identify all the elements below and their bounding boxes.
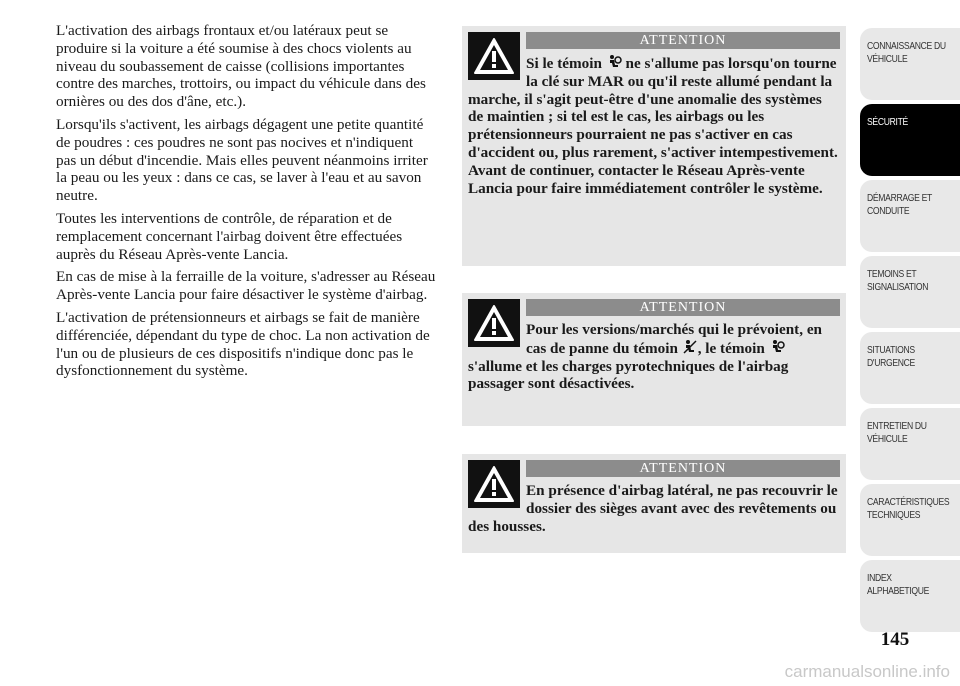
tab-label: ALPHABETIQUE bbox=[867, 585, 930, 597]
tab-label: VÉHICULE bbox=[867, 53, 908, 65]
warning-text: ne s'allume pas lorsqu'on tourne la clé sur MAR ou qu'il reste allumé pendant la marche, il s'agit peut-être d'une anomalie des systèmes de maintien ; si tel est le cas, les airbags ou les prétensionneurs pourraient ne pas s'activer en cas d'accident ou, plus rarement, s'activer intempestivement. Avant de continuer, contacter le Réseau Après-vente Lancia pour faire immédiatement contrôler le système. bbox=[468, 55, 838, 197]
warning-box bbox=[462, 454, 846, 553]
tab-connaissance-du-vehicule[interactable] bbox=[860, 28, 960, 100]
tab-label: SITUATIONS bbox=[867, 344, 915, 356]
tab-label: TEMOINS ET bbox=[867, 268, 917, 280]
warning-text: , le témoin bbox=[697, 339, 769, 357]
tab-label: CONDUITE bbox=[867, 205, 910, 217]
tab-situations-durgence[interactable] bbox=[860, 332, 960, 404]
tab-securite[interactable] bbox=[860, 104, 960, 176]
tab-label: D'URGENCE bbox=[867, 357, 915, 369]
tab-label: CARACTÉRISTIQUES bbox=[867, 496, 950, 508]
body-paragraph: L'activation des airbags frontaux et/ou latéraux peut se produire si la voiture a été soumise à des chocs violents au niveau du soubassement de caisse (collisions importantes contre des marches, trottoirs, ou impact du véhicule dans des ornières ou des dos d'âne, etc.). bbox=[56, 22, 426, 111]
warning-title: ATTENTION bbox=[526, 299, 840, 316]
tab-label: INDEX bbox=[867, 572, 892, 584]
body-paragraph: Toutes les interventions de contrôle, de réparation et de remplacement concernant l'airbag doivent être effectuées auprès du Réseau Après-vente Lancia. bbox=[56, 209, 403, 263]
tab-label: ENTRETIEN DU bbox=[867, 420, 927, 432]
body-paragraph: En cas de mise à la ferraille de la voiture, s'adresser au Réseau Après-vente Lancia pour faire désactiver le système d'airbag. bbox=[56, 268, 436, 304]
airbag-indicator-icon bbox=[769, 339, 785, 355]
warning-title: ATTENTION bbox=[526, 460, 840, 477]
warning-title: ATTENTION bbox=[526, 32, 840, 49]
tab-entretien-du-vehicule[interactable] bbox=[860, 408, 960, 480]
tab-index-alphabetique[interactable] bbox=[860, 560, 960, 632]
warning-text: Si le témoin bbox=[526, 55, 606, 72]
tab-label: TECHNIQUES bbox=[867, 509, 921, 521]
chapter-tabs bbox=[860, 28, 960, 636]
warning-triangle-icon bbox=[468, 460, 520, 508]
body-text-column bbox=[56, 22, 436, 385]
tab-label: VÉHICULE bbox=[867, 433, 908, 445]
passenger-airbag-off-indicator-icon bbox=[682, 339, 698, 355]
tab-caracteristiques-techniques[interactable] bbox=[860, 484, 960, 556]
tab-temoins-et-signalisation[interactable] bbox=[860, 256, 960, 328]
airbag-indicator-icon bbox=[606, 54, 622, 70]
tab-label: SÉCURITÉ bbox=[867, 116, 908, 128]
tab-label: DÉMARRAGE ET bbox=[867, 192, 932, 204]
tab-label: CONNAISSANCE DU bbox=[867, 40, 946, 52]
warning-box bbox=[462, 26, 846, 266]
tab-label: SIGNALISATION bbox=[867, 281, 929, 293]
watermark: carmanualsonline.info bbox=[784, 662, 950, 681]
body-paragraph: L'activation de prétensionneurs et airbags se fait de manière différenciée, dépendant du type de choc. La non activation de l'un ou de plusieurs de ces dispositifs n'indique donc pas le dysfonctionnement du système. bbox=[56, 308, 430, 380]
warning-triangle-icon bbox=[468, 32, 520, 80]
body-paragraph: Lorsqu'ils s'activent, les airbags dégagent une petite quantité de poudres : ces poudres ne sont pas nocives et n'indiquent pas un début d'incendie. Mais elles peuvent néanmoins irriter la peau ou les yeux : dans ce cas, se laver à l'eau et au savon neutre. bbox=[56, 115, 428, 205]
tab-demarrage-et-conduite[interactable] bbox=[860, 180, 960, 252]
warning-text: Pour les versions/marchés qui le prévoient, en cas de panne du témoin bbox=[526, 321, 823, 357]
warning-triangle-icon bbox=[468, 299, 520, 347]
warning-text: s'allume et les charges pyrotechniques de l'airbag passager sont désactivées. bbox=[468, 357, 789, 393]
warning-text: En présence d'airbag latéral, ne pas recouvrir le dossier des sièges avant avec des revêtements ou des housses. bbox=[468, 482, 838, 535]
page-number: 145 bbox=[880, 629, 910, 650]
warning-box bbox=[462, 293, 846, 426]
